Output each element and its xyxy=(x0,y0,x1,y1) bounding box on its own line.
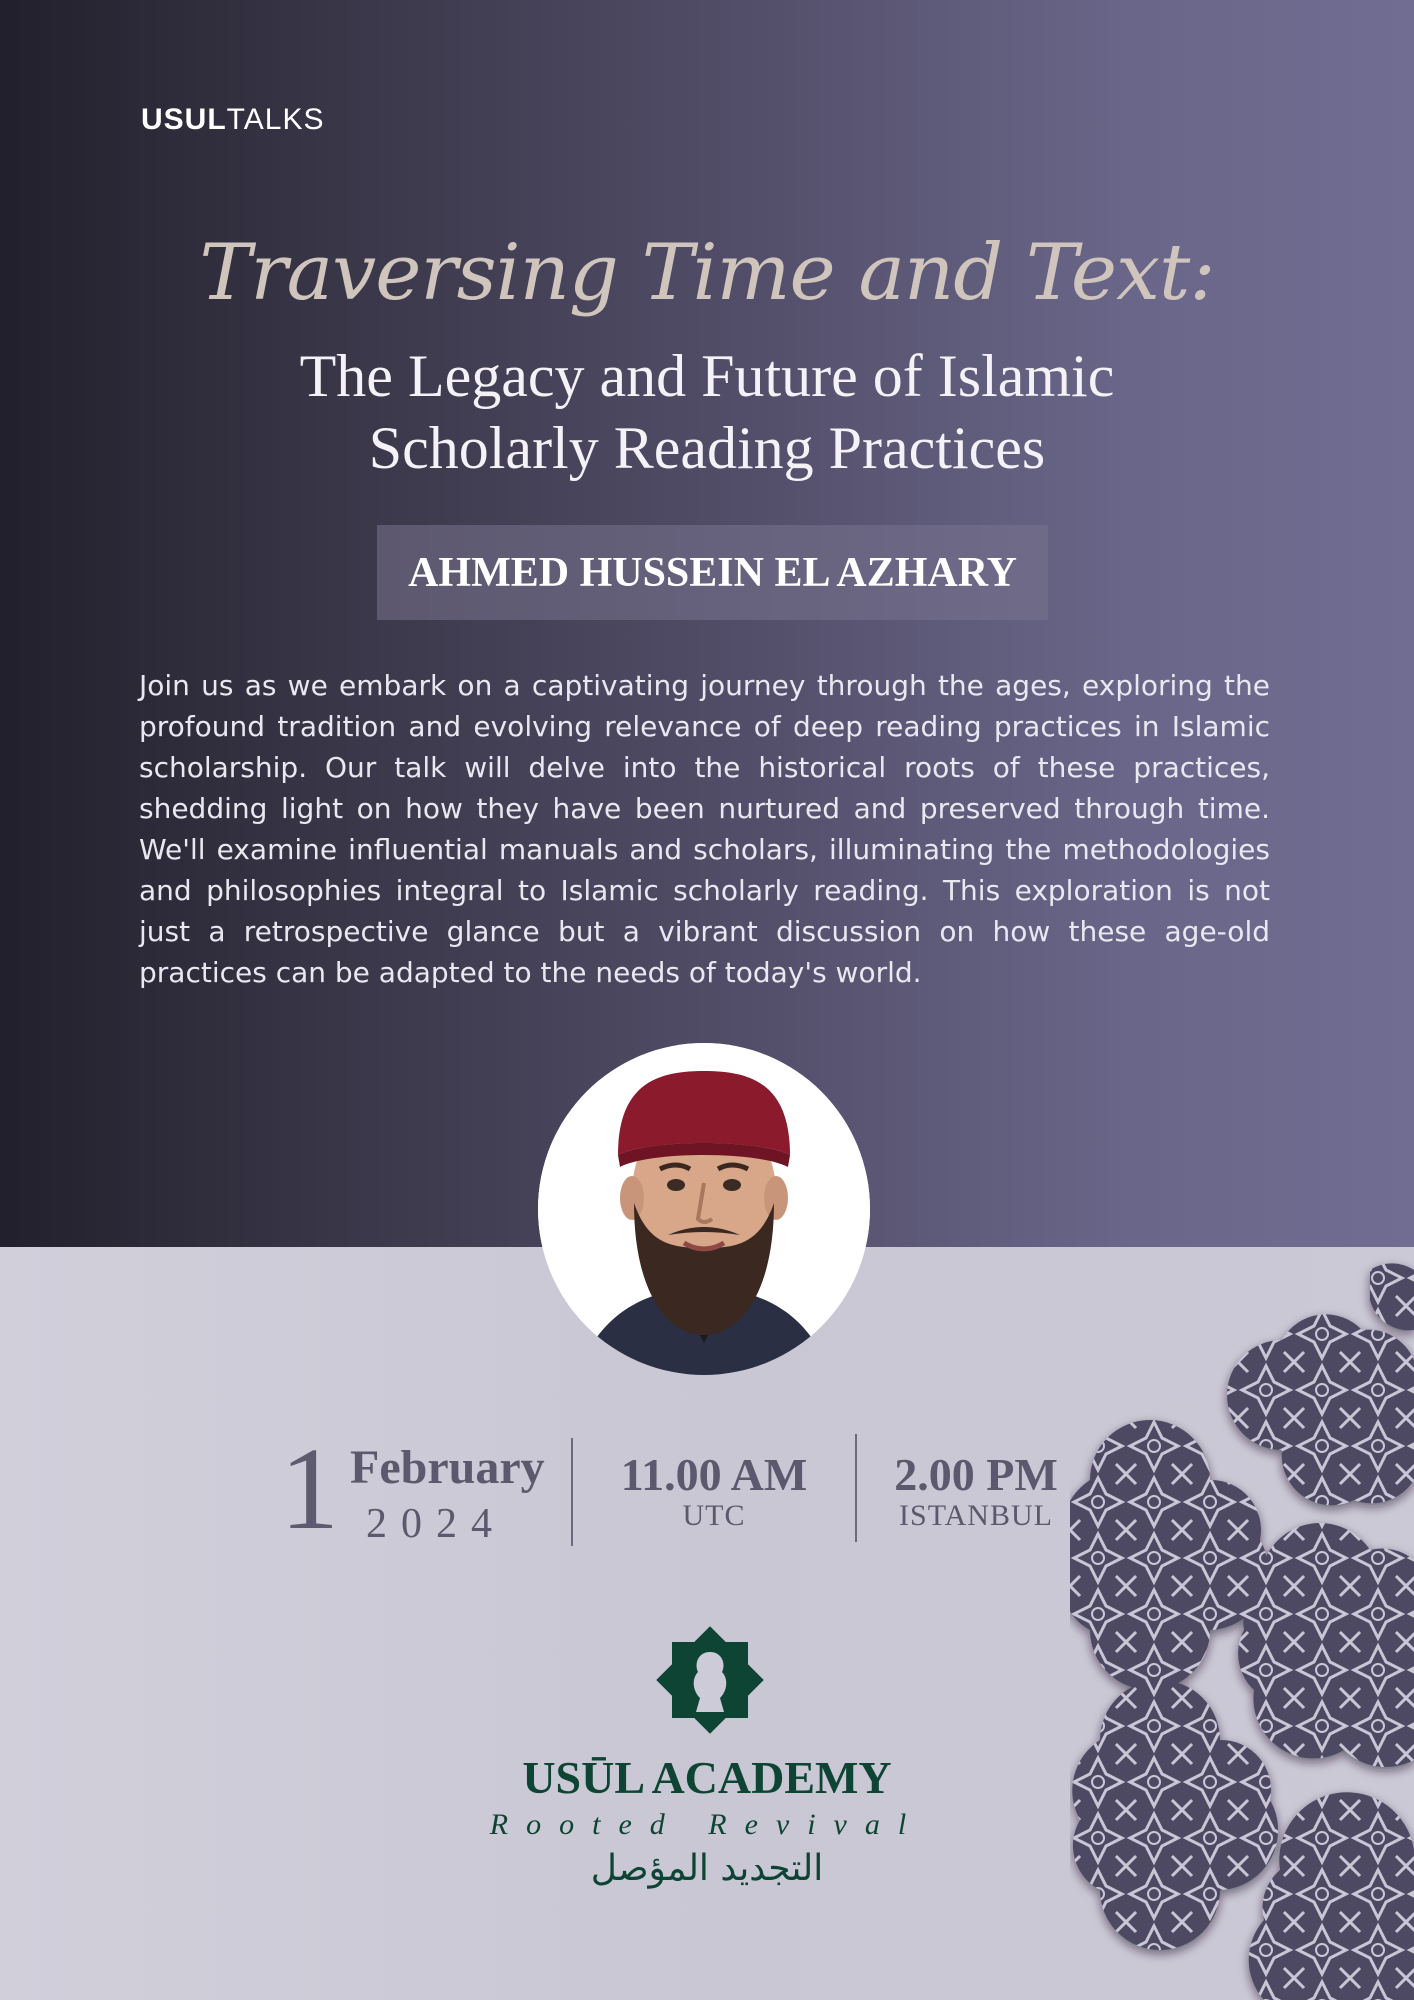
speaker-name: AHMED HUSSEIN EL AZHARY xyxy=(408,549,1017,596)
schedule-divider xyxy=(571,1438,573,1546)
time-utc xyxy=(600,1450,828,1532)
event-schedule xyxy=(0,1420,1414,1554)
time-value: 11.00 AM xyxy=(620,1449,808,1500)
brand-bold: USUL xyxy=(141,103,227,136)
schedule-divider xyxy=(855,1434,857,1542)
academy-name: USŪL ACADEMY xyxy=(522,1752,892,1803)
academy-arabic-tagline: التجديد المؤصل xyxy=(590,1848,824,1889)
speaker-banner xyxy=(377,525,1048,620)
subtitle-line-2: Scholarly Reading Practices xyxy=(368,415,1046,481)
time-istanbul xyxy=(876,1450,1076,1532)
time-value: 2.00 PM xyxy=(894,1449,1058,1500)
talk-subtitle xyxy=(0,340,1414,484)
time-zone: UTC xyxy=(682,1499,746,1532)
event-year: 2024 xyxy=(366,1501,506,1547)
subtitle-line-1: The Legacy and Future of Islamic xyxy=(299,343,1115,409)
event-day: 1 xyxy=(280,1423,339,1554)
usultalks-logo xyxy=(141,103,324,137)
talk-description: Join us as we embark on a captivating journey through the ages, exploring the profound tradition and evolving relevance of deep reading practices in Islamic scholarship. Our talk will delve into the historical roots of these practices, shedding light on how they have been nurtured and preserved through time. We'll examine influential manuals and scholars, illuminating the methodologies and philosophies integral to Islamic scholarly reading. This exploration is not just a retrospective glance but a vibrant discussion on how these age-old practices can be adapted to the needs of today's world. xyxy=(139,669,1270,989)
talk-title: Traversing Time and Text: xyxy=(199,228,1215,318)
speaker-portrait-icon xyxy=(538,1043,870,1375)
brand-light: TALKS xyxy=(226,103,325,136)
time-zone: ISTANBUL xyxy=(899,1499,1053,1532)
octagram-star-emblem-icon xyxy=(650,1620,770,1740)
speaker-avatar xyxy=(538,1043,870,1375)
event-month: February xyxy=(350,1441,545,1494)
academy-tagline: Rooted Revival xyxy=(489,1808,925,1841)
